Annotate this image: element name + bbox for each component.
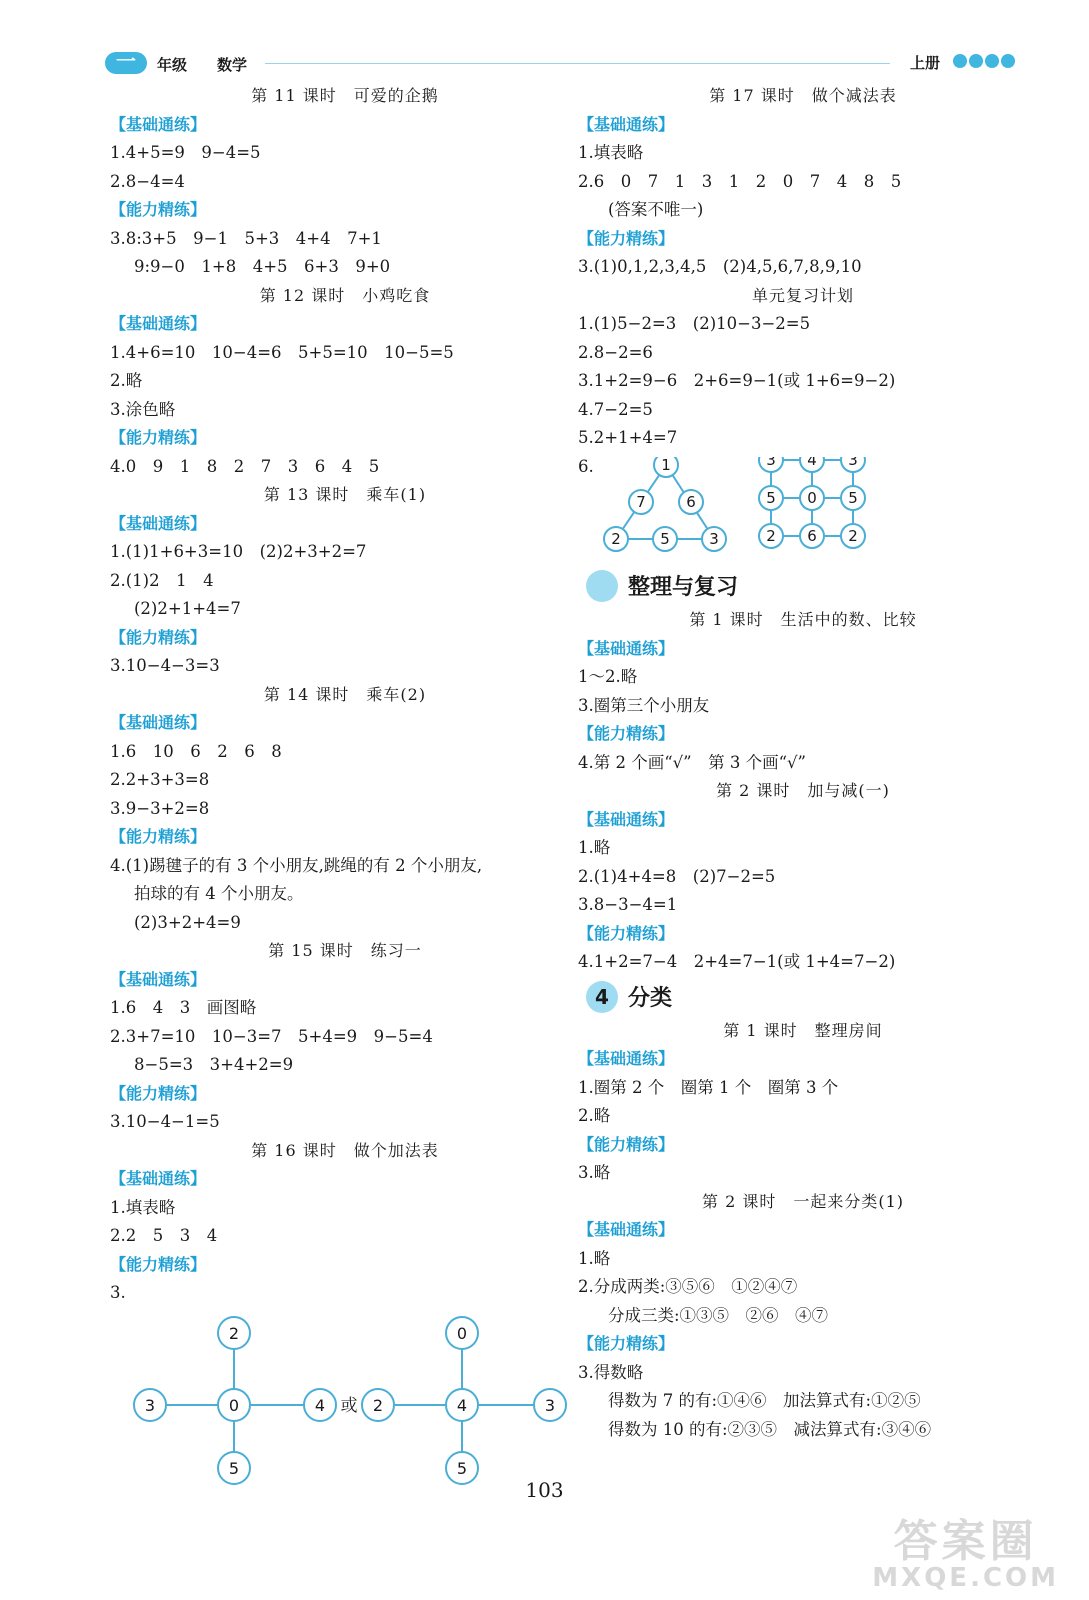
- triangle-and-grid-diagram: [578, 457, 1028, 562]
- answer-line: 得数为 7 的有:①④⑥ 加法算式有:①②⑤: [608, 1391, 921, 1410]
- header-divider: [265, 63, 890, 64]
- lesson-title: 第 1 课时 整理房间: [723, 1020, 883, 1040]
- watermark-line2: MXQE.COM: [872, 1563, 1059, 1593]
- tri-right-mid: 6: [686, 493, 696, 511]
- answer-line: 3.10−4−3=3: [110, 656, 220, 675]
- answer-line: 4.0 9 1 8 2 7 3 6 4 5: [110, 456, 380, 476]
- practice-tag: 【基础通练】: [578, 809, 675, 829]
- answer-line: 2.6 0 7 1 3 1 2 0 7 4 8 5: [578, 171, 902, 191]
- answer-line: 6.: [578, 456, 594, 476]
- answer-line: 1.4+6=10 10−4=6 5+5=10 10−5=5: [110, 342, 454, 362]
- answer-line: 3.8:3+5 9−1 5+3 4+4 7+1: [110, 228, 382, 248]
- lesson-title: 第 17 课时 做个减法表: [709, 86, 897, 105]
- answer-line: 2.(1)4+4=8 (2)7−2=5: [578, 866, 776, 886]
- answer-line: 4.1+2=7−4 2+4=7−1(或 1+4=7−2): [578, 952, 896, 971]
- answer-line: 2.(1)2 1 4: [110, 570, 214, 590]
- practice-tag: 【能力精练】: [578, 1334, 675, 1353]
- answer-line: 1.(1)1+6+3=10 (2)2+3+2=7: [110, 542, 367, 561]
- answer-line: (2)3+2+4=9: [134, 912, 241, 932]
- answer-line: 2.3+7=10 10−3=7 5+4=9 9−5=4: [110, 1026, 433, 1046]
- answer-line: 4.(1)踢毽子的有 3 个小朋友,跳绳的有 2 个小朋友,: [110, 855, 483, 875]
- lesson-title: 第 15 课时 练习一: [268, 941, 422, 960]
- answer-line: 2.2 5 3 4: [110, 1226, 218, 1245]
- tri-top: 1: [661, 457, 671, 474]
- answer-line: 1.略: [578, 838, 611, 857]
- practice-tag: 【能力精练】: [578, 923, 675, 943]
- answer-line: 8−5=3 3+4+2=9: [134, 1055, 294, 1074]
- practice-tag: 【能力精练】: [578, 228, 675, 248]
- answer-line: 1.4+5=9 9−4=5: [110, 143, 261, 162]
- left-column: [110, 82, 580, 1497]
- answer-line: 3.圈第三个小朋友: [578, 695, 710, 715]
- practice-tag: 【能力精练】: [578, 724, 675, 743]
- answer-line: 5.2+1+4=7: [578, 428, 678, 447]
- answer-line: 3.9−3+2=8: [110, 798, 210, 818]
- practice-tag: 【基础通练】: [110, 713, 207, 732]
- section-4-number: 4: [595, 984, 609, 1009]
- page-header: [105, 50, 1015, 80]
- left-lines: [110, 82, 580, 1308]
- lesson-title: 第 14 课时 乘车(2): [263, 684, 427, 704]
- cross1-left: 3: [144, 1395, 156, 1415]
- practice-tag: 【能力精练】: [110, 827, 207, 846]
- lesson-title: 单元复习计划: [751, 285, 854, 305]
- grid-cell: 2: [848, 527, 858, 545]
- right-lines-c: [578, 1017, 1028, 1445]
- practice-tag: 【能力精练】: [110, 428, 207, 447]
- cross1-bottom: 5: [228, 1458, 240, 1478]
- lesson-title: 第 11 课时 可爱的企鹅: [251, 86, 439, 105]
- section-4-heading: [578, 977, 1028, 1017]
- section-4-title: 分类: [628, 985, 673, 1011]
- answer-line: 1.填表略: [578, 143, 644, 162]
- cross2-top: 0: [456, 1323, 468, 1343]
- section-review-heading: [578, 566, 1028, 606]
- lesson-title: 第 1 课时 生活中的数、比较: [689, 610, 917, 629]
- subject-label: 数学: [217, 56, 248, 74]
- page-number: 103: [525, 1478, 564, 1502]
- answer-line: 1.圈第 2 个 圈第 1 个 圈第 3 个: [578, 1077, 839, 1097]
- practice-tag: 【基础通练】: [110, 969, 207, 989]
- answer-line: 3.8−3−4=1: [578, 895, 678, 914]
- practice-tag: 【基础通练】: [110, 114, 207, 134]
- section-review-title: 整理与复习: [628, 575, 739, 600]
- answer-line: 2.分成两类:③⑤⑥ ①②④⑦: [578, 1277, 798, 1296]
- grid-cell: 0: [807, 489, 817, 507]
- answer-line: (答案不唯一): [608, 200, 704, 219]
- answer-line: 得数为 10 的有:②③⑤ 减法算式有:③④⑥: [608, 1419, 932, 1439]
- answer-line: 4.第 2 个画“√” 第 3 个画“√”: [578, 752, 806, 772]
- answer-line: 1.6 4 3 画图略: [110, 998, 257, 1017]
- answer-line: (2)2+1+4=7: [134, 599, 241, 618]
- grid-cell: 5: [766, 489, 776, 507]
- cross1-right: 4: [314, 1395, 326, 1415]
- practice-tag: 【能力精练】: [110, 1254, 207, 1274]
- practice-tag: 【基础通练】: [578, 638, 675, 658]
- lesson-title: 第 2 课时 一起来分类(1): [701, 1191, 905, 1211]
- practice-tag: 【能力精练】: [110, 1083, 207, 1103]
- right-lines-b: [578, 606, 1028, 977]
- answer-line: 1.填表略: [110, 1197, 176, 1217]
- cross2-left: 2: [372, 1395, 384, 1415]
- practice-tag: 【能力精练】: [110, 200, 207, 219]
- answer-line: 1.略: [578, 1248, 611, 1268]
- answer-line: 2.8−4=4: [110, 171, 185, 191]
- practice-tag: 【基础通练】: [578, 114, 675, 134]
- practice-tag: 【能力精练】: [578, 1134, 675, 1154]
- answer-line: 1.(1)5−2=3 (2)10−3−2=5: [578, 314, 811, 333]
- or-text: 或: [340, 1395, 358, 1416]
- lesson-title: 第 2 课时 加与减(一): [716, 781, 890, 800]
- grid-cell: 4: [807, 457, 817, 469]
- answer-line: 2.8−2=6: [578, 342, 653, 362]
- right-lines-a: [578, 82, 1028, 481]
- cross1-top: 2: [228, 1323, 240, 1343]
- grid-cell: 2: [766, 527, 776, 545]
- cross2-center: 4: [456, 1395, 468, 1415]
- answer-line: 分成三类:①③⑤ ②⑥ ④⑦: [608, 1305, 829, 1325]
- cross2-right: 3: [544, 1395, 556, 1415]
- right-column: [578, 82, 1028, 1444]
- answer-line: 3.1+2=9−6 2+6=9−1(或 1+6=9−2): [578, 371, 896, 390]
- answer-line: 2.略: [578, 1106, 611, 1125]
- answer-line: 1～2.略: [578, 667, 638, 686]
- practice-tag: 【基础通练】: [110, 314, 207, 333]
- answer-line: 9:9−0 1+8 4+5 6+3 9+0: [134, 257, 391, 276]
- answer-line: 3.(1)0,1,2,3,4,5 (2)4,5,6,7,8,9,10: [578, 257, 862, 276]
- lesson-title: 第 16 课时 做个加法表: [251, 1140, 439, 1160]
- practice-tag: 【基础通练】: [110, 513, 207, 533]
- answer-line: 2.略: [110, 371, 143, 390]
- answer-line: 3.10−4−1=5: [110, 1112, 220, 1131]
- cross2-bottom: 5: [456, 1458, 468, 1478]
- practice-tag: 【能力精练】: [110, 627, 207, 647]
- answer-line: 3.: [110, 1283, 126, 1302]
- answer-line: 4.7−2=5: [578, 399, 653, 419]
- answer-line: 3.略: [578, 1163, 611, 1182]
- grid-cell: 6: [807, 527, 817, 545]
- answer-line: 2.2+3+3=8: [110, 770, 210, 789]
- grade-badge: 一: [105, 52, 147, 74]
- tri-bottom-mid: 5: [660, 530, 670, 548]
- lesson-title: 第 13 课时 乘车(1): [263, 485, 427, 504]
- grid-cell: 5: [848, 489, 858, 507]
- header-dots-decoration: [953, 54, 1015, 68]
- lesson-title: 第 12 课时 小鸡吃食: [259, 285, 431, 305]
- volume-label: 上册: [909, 54, 940, 72]
- grid-cell: 3: [766, 457, 776, 469]
- tri-bottom-left: 2: [611, 530, 621, 548]
- watermark-line1: 答案圈: [893, 1516, 1038, 1567]
- practice-tag: 【基础通练】: [578, 1049, 675, 1068]
- cross-diagram: [110, 1308, 580, 1493]
- answer-line: 拍球的有 4 个小朋友。: [134, 884, 304, 903]
- answer-line: 3.得数略: [578, 1362, 644, 1382]
- cross1-center: 0: [228, 1395, 240, 1415]
- practice-tag: 【基础通练】: [578, 1220, 675, 1239]
- practice-tag: 【基础通练】: [110, 1169, 207, 1188]
- grade-label: 年级: [157, 56, 188, 74]
- answer-line: 3.涂色略: [110, 399, 176, 419]
- tri-bottom-right: 3: [709, 530, 719, 548]
- grid-cell: 3: [848, 457, 858, 469]
- tri-left-mid: 7: [636, 493, 646, 511]
- section-dot-icon: [586, 570, 618, 602]
- answer-line: 1.6 10 6 2 6 8: [110, 741, 282, 761]
- watermark-logo: [872, 1516, 1059, 1593]
